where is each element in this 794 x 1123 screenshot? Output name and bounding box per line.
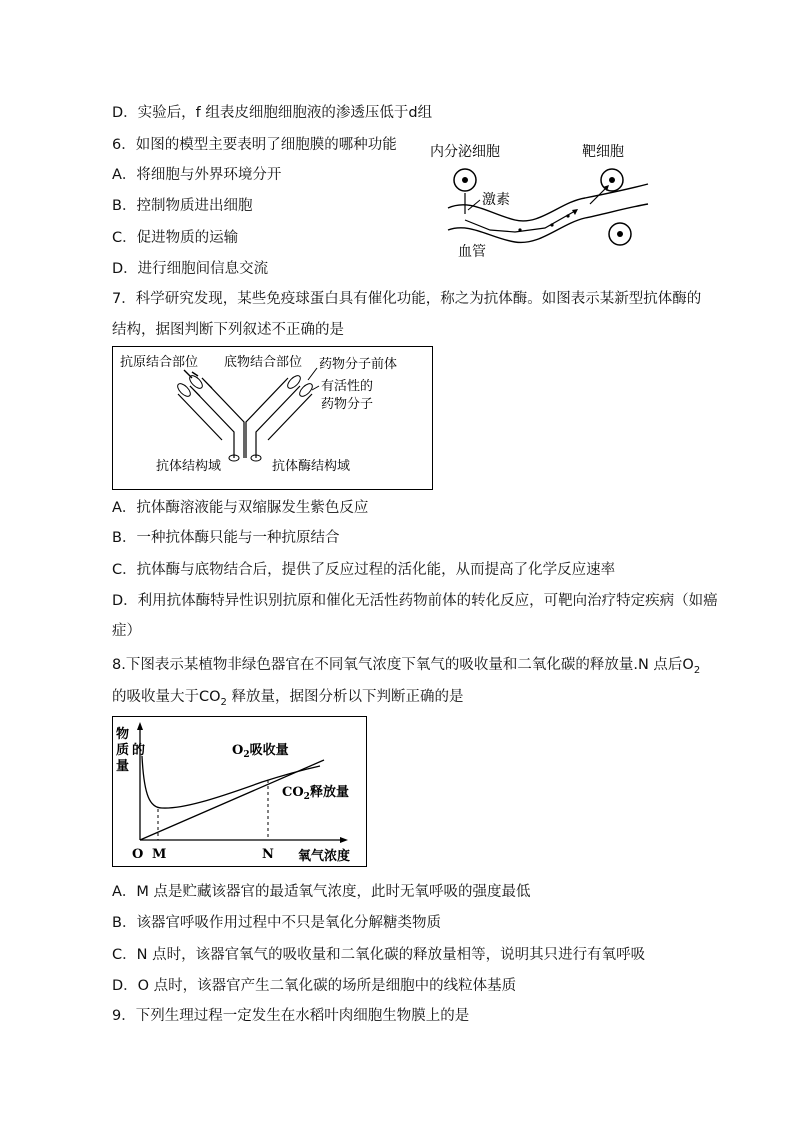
q8-option-d: D．O 点时，该器官产生二氧化碳的场所是细胞中的线粒体基质: [112, 978, 517, 994]
q7-option-a: A．抗体酶溶液能与双缩脲发生紫色反应: [112, 500, 369, 516]
q7-stem-line2: 结构，据图判断下列叙述不正确的是: [112, 322, 344, 338]
graph-xlabel: 氧气浓度: [298, 849, 351, 864]
q8-option-a: A．M 点是贮藏该器官的最适氧气浓度，此时无氧呼吸的强度最低: [112, 884, 531, 900]
q7-option-d-cont: 症）: [112, 623, 141, 639]
label-enzyme-domain: 抗体酶结构域: [272, 459, 351, 474]
graph-ylabel-3: 的: [132, 743, 146, 758]
q8-respiration-graph: [112, 716, 368, 868]
q6-option-d: D．进行细胞间信息交流: [112, 261, 269, 277]
label-antibody-domain: 抗体结构域: [156, 459, 222, 474]
q8-option-b: B．该器官呼吸作用过程中不只是氧化分解糖类物质: [112, 915, 441, 931]
label-active-drug-1: 有活性的: [321, 379, 374, 394]
label-target-cell: 靶细胞: [582, 144, 624, 160]
co2-release-label: $CO_2$释放量: [282, 785, 349, 802]
q6-option-c: C．促进物质的运输: [112, 230, 239, 246]
q5-option-d: D．实验后，f 组表皮细胞细胞液的渗透压低于d组: [112, 105, 433, 121]
q8-option-c: C．N 点时，该器官氧气的吸收量和二氧化碳的释放量相等，说明其只进行有氧呼吸: [112, 947, 646, 963]
q7-stem-line1: 7．科学研究发现，某些免疫球蛋白具有催化功能，称之为抗体酶。如图表示某新型抗体酶的: [112, 291, 702, 307]
q6-option-a: A．将细胞与外界环境分开: [112, 167, 282, 183]
label-hormone: 激素: [482, 192, 510, 208]
graph-ylabel-4: 量: [116, 759, 130, 774]
q7-antibody-enzyme-figure: [112, 346, 434, 491]
o2-uptake-label: $O_2$吸收量: [232, 743, 289, 760]
q8-stem-line1: 8.下图表示某植物非绿色器官在不同氧气浓度下氧气的吸收量和二氧化碳的释放量.N 点后$O_2$: [112, 657, 701, 676]
graph-m-label: M: [152, 847, 167, 862]
label-blood-vessel: 血管: [458, 244, 486, 260]
q6-option-b: B．控制物质进出细胞: [112, 198, 253, 214]
q7-option-d: D．利用抗体酶特异性识别抗原和催化无活性药物前体的转化反应，可靶向治疗特定疾病（如癌: [112, 593, 718, 609]
graph-n-label: N: [262, 847, 274, 862]
graph-origin-label: O: [132, 847, 144, 862]
q9-stem: 9．下列生理过程一定发生在水稻叶肉细胞生物膜上的是: [112, 1008, 470, 1024]
q6-hormone-figure: [420, 138, 650, 263]
o2-uptake-line: [140, 760, 324, 840]
label-endocrine-cell: 内分泌细胞: [430, 144, 500, 160]
q7-option-c: C．抗体酶与底物结合后，提供了反应过程的活化能，从而提高了化学反应速率: [112, 562, 616, 578]
graph-ylabel-2: 质: [116, 743, 130, 758]
q8-stem-line2: 的吸收量大于$CO_2$ 释放量，据图分析以下判断正确的是: [112, 689, 464, 708]
label-substrate-site: 底物结合部位: [224, 355, 303, 370]
label-antigen-site: 抗原结合部位: [120, 355, 199, 370]
graph-ylabel-1: 物: [116, 727, 130, 742]
q7-option-b: B．一种抗体酶只能与一种抗原结合: [112, 530, 340, 546]
label-drug-precursor: 药物分子前体: [319, 357, 398, 372]
q6-stem: 6．如图的模型主要表明了细胞膜的哪种功能: [112, 137, 397, 153]
label-active-drug-2: 药物分子: [321, 397, 374, 412]
